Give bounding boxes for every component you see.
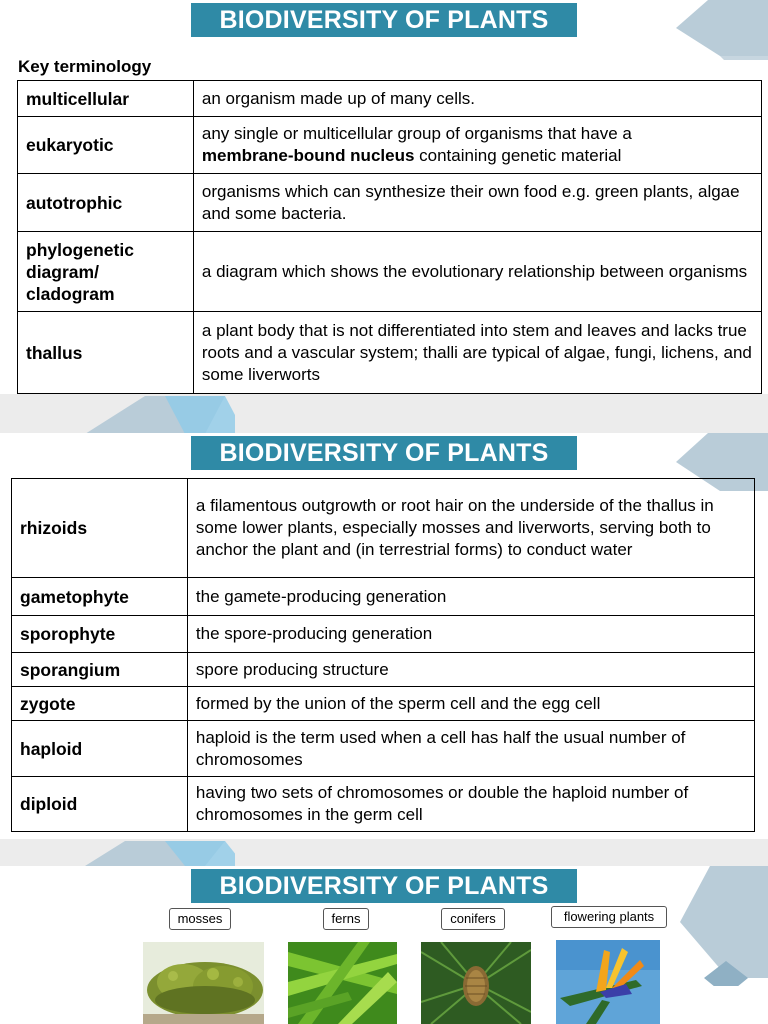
fern-photo [288, 942, 397, 1024]
definition-cell: the spore-producing generation [187, 616, 754, 653]
definition-cell [193, 117, 761, 174]
slide-2 [0, 433, 768, 839]
term-cell: sporophyte [12, 616, 188, 653]
table-row [18, 312, 762, 394]
terminology-table [11, 478, 755, 832]
table-row [18, 174, 762, 232]
slide-3 [0, 866, 768, 1024]
definition-cell: spore producing structure [187, 653, 754, 687]
term-cell: sporangium [12, 653, 188, 687]
term-cell: autotrophic [18, 174, 194, 232]
definition-text: containing genetic material [414, 146, 622, 165]
definition-cell: having two sets of chromosomes or double the haploid number of chromosomes in the germ cell [187, 777, 754, 832]
term-cell: phylogenetic diagram/ cladogram [18, 232, 194, 312]
flowering-plants-label: flowering plants [551, 906, 667, 928]
definition-emphasis: membrane-bound nucleus [201, 146, 415, 165]
corner-decoration [660, 0, 768, 60]
table-row [12, 777, 755, 832]
definition-cell: a filamentous outgrowth or root hair on the underside of the thallus in some lower plants, especially mosses and liverworts, serving both to anchor the plant and (in terrestrial forms) to conduct water [187, 479, 754, 578]
bird-of-paradise-flower-photo [556, 940, 660, 1024]
term-cell: thallus [18, 312, 194, 394]
slide-title: BIODIVERSITY OF PLANTS [191, 3, 577, 37]
definition-cell: the gamete-producing generation [187, 578, 754, 616]
definition-cell: an organism made up of many cells. [193, 81, 761, 117]
slide-gap [0, 839, 768, 866]
definition-cell: a plant body that is not differentiated into stem and leaves and lacks true roots and a vascular system; thalli are typical of algae, fungi, lichens, and some liverworts [193, 312, 761, 394]
definition-cell: haploid is the term used when a cell has half the usual number of chromosomes [187, 721, 754, 777]
table-row [18, 232, 762, 312]
definition-cell: formed by the union of the sperm cell and the egg cell [187, 687, 754, 721]
conifer-photo [421, 942, 531, 1024]
table-row [18, 81, 762, 117]
table-row [12, 479, 755, 578]
term-cell: gametophyte [12, 578, 188, 616]
terminology-table [17, 80, 762, 394]
moss-photo [143, 942, 264, 1024]
definition-cell: a diagram which shows the evolutionary relationship between organisms [193, 232, 761, 312]
term-cell: zygote [12, 687, 188, 721]
term-cell: multicellular [18, 81, 194, 117]
term-cell: diploid [12, 777, 188, 832]
table-row [12, 578, 755, 616]
conifers-label: conifers [441, 908, 505, 930]
table-row [12, 687, 755, 721]
corner-decoration [670, 866, 768, 986]
slide-gap [0, 394, 768, 433]
definition-cell: organisms which can synthesize their own food e.g. green plants, algae and some bacteria. [193, 174, 761, 232]
term-cell: haploid [12, 721, 188, 777]
ferns-label: ferns [323, 908, 369, 930]
table-row [18, 117, 762, 174]
slide-title: BIODIVERSITY OF PLANTS [191, 436, 577, 470]
table-row [12, 721, 755, 777]
mosses-label: mosses [169, 908, 231, 930]
term-cell: rhizoids [12, 479, 188, 578]
table-row [12, 616, 755, 653]
slide-1 [0, 0, 768, 394]
slide-title: BIODIVERSITY OF PLANTS [191, 869, 577, 903]
section-heading: Key terminology [18, 57, 152, 76]
definition-text: any single or multicellular group of organisms that have a [201, 124, 632, 143]
table-row [12, 653, 755, 687]
term-cell: eukaryotic [18, 117, 194, 174]
